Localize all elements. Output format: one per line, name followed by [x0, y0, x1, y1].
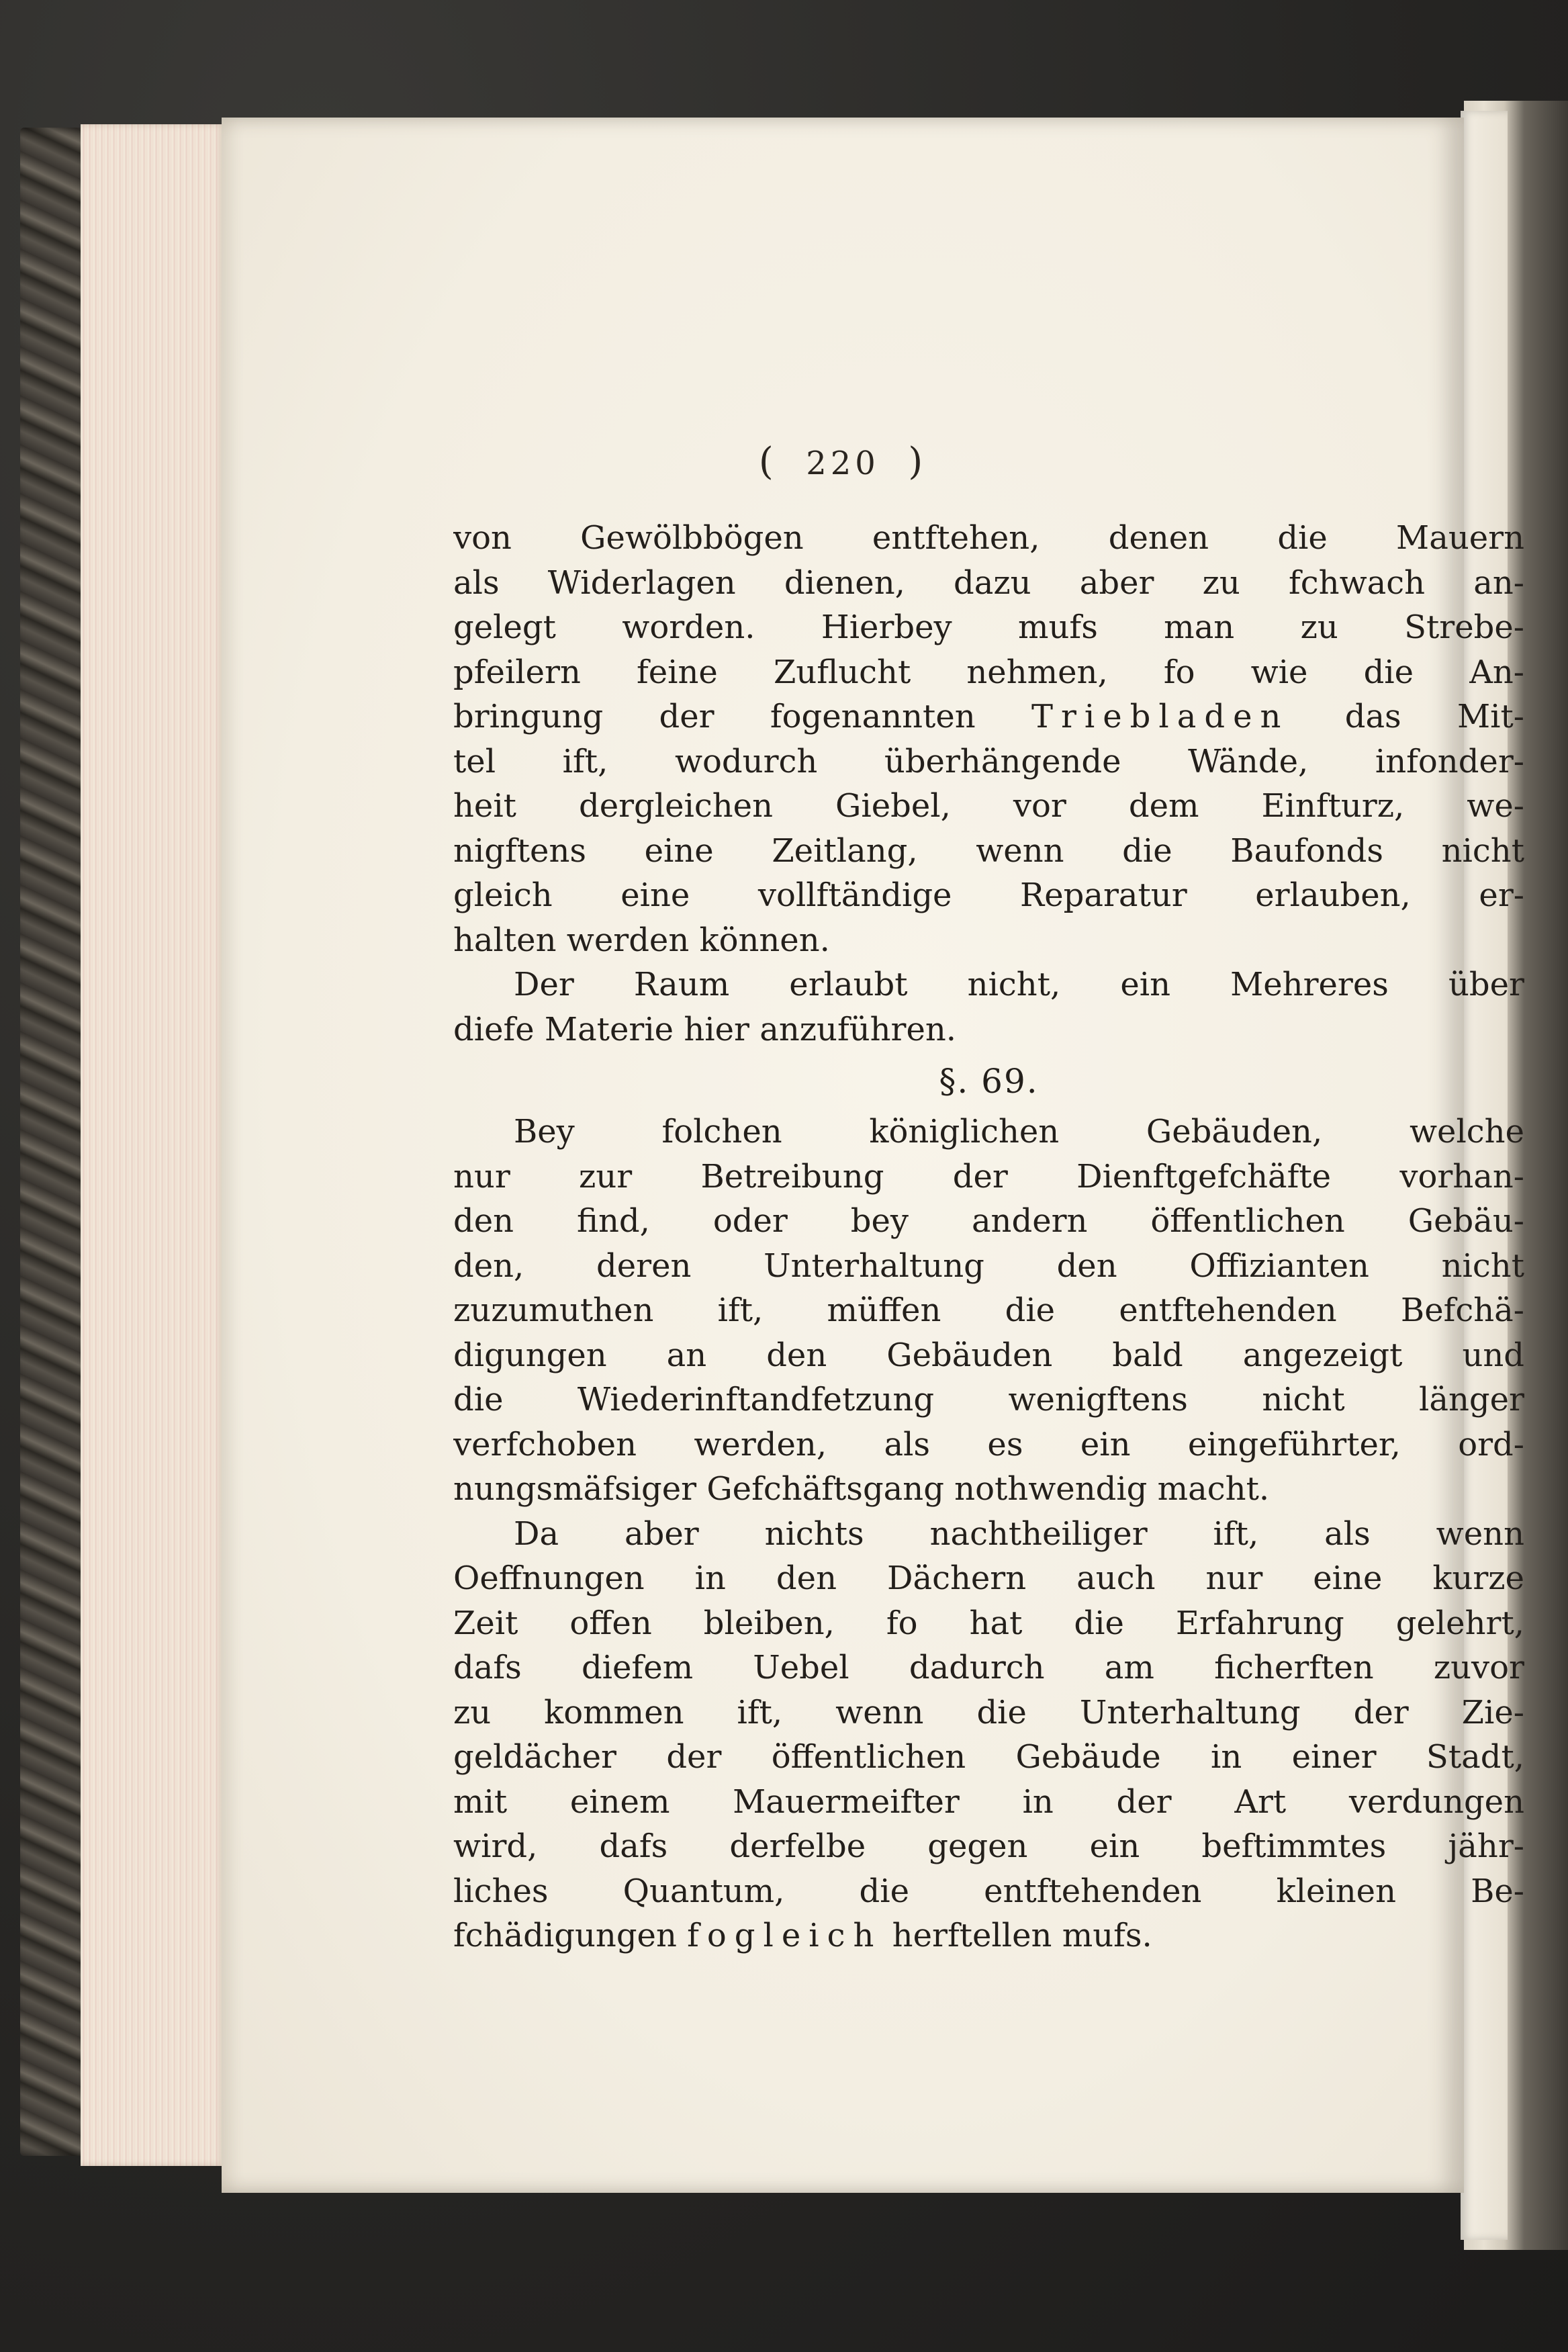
- book-page: [222, 118, 1524, 2193]
- text-line: tel ift, wodurch überhängende Wände, infonder-: [453, 742, 1524, 780]
- text-line: zuzumuthen ift, müffen die entftehenden Befchä-: [453, 1292, 1524, 1329]
- text-line: Der Raum erlaubt nicht, ein Mehreres über: [514, 966, 1524, 1003]
- text-line: von Gewölbbögen entftehen, denen die Mauern: [453, 519, 1524, 557]
- text-line: nungsmäfsiger Gefchäftsgang nothwendig macht.: [453, 1470, 1270, 1508]
- page-number-value: 220: [806, 445, 880, 482]
- text-line: bringung der fogenannten Triebladen das Mit-: [453, 698, 1524, 735]
- text-line: verfchoben werden, als es ein eingeführter, ord-: [453, 1425, 1524, 1463]
- text-line: diefe Materie hier anzuführen.: [453, 1010, 957, 1048]
- text-line: Da aber nichts nachtheiliger ift, als wenn: [514, 1514, 1524, 1553]
- text-line: gelegt worden. Hierbey mufs man zu Strebe-: [453, 608, 1524, 646]
- text-line: liches Quantum, die entftehenden kleinen Be-: [453, 1872, 1524, 1910]
- text-line: mit einem Mauermeifter in der Art verdungen: [453, 1782, 1524, 1821]
- spaced-term: Triebladen: [1031, 698, 1289, 735]
- text-line: den, deren Unterhaltung den Offizianten nicht: [453, 1247, 1524, 1285]
- page-edge-stack: [81, 124, 225, 2166]
- text-line: Bey folchen königlichen Gebäuden, welche: [514, 1113, 1524, 1150]
- text-line: heit dergleichen Giebel, vor dem Einfturz, we-: [453, 787, 1524, 825]
- text-line: geldächer der öffentlichen Gebäude in einer Stadt,: [453, 1738, 1524, 1776]
- text-line: Zeit offen bleiben, fo hat die Erfahrung gelehrt,: [453, 1604, 1524, 1642]
- text-line: zu kommen ift, wenn die Unterhaltung der Zie-: [453, 1693, 1524, 1731]
- text-line: dafs diefem Uebel dadurch am ficherften zuvor: [453, 1649, 1524, 1686]
- text-line: pfeilern feine Zuflucht nehmen, fo wie die An-: [453, 653, 1524, 691]
- body-text: [453, 516, 1524, 1958]
- text-line: als Widerlagen dienen, dazu aber zu fchwach an-: [453, 563, 1524, 602]
- section-heading: §. 69.: [939, 1062, 1039, 1101]
- text-line: den find, oder bey andern öffentlichen Gebäu-: [453, 1202, 1524, 1240]
- page-number: ( 220 ): [758, 440, 927, 484]
- text-line: nigftens eine Zeitlang, wenn die Baufonds nicht: [453, 831, 1524, 870]
- text-line: digungen an den Gebäuden bald angezeigt und: [453, 1336, 1524, 1374]
- text-line: wird, dafs derfelbe gegen ein beftimmtes jähr-: [453, 1827, 1524, 1865]
- text-line: die Wiederinftandfetzung wenigftens nicht länger: [453, 1381, 1524, 1418]
- text-line: Oeffnungen in den Dächern auch nur eine kurze: [453, 1559, 1524, 1597]
- text-line: fchädigungen fogleich herftellen mufs.: [453, 1917, 1152, 1954]
- text-line: nur zur Betreibung der Dienftgefchäfte vorhan-: [453, 1157, 1524, 1195]
- text-line: halten werden können.: [453, 921, 830, 959]
- spaced-term: fogleich: [687, 1917, 882, 1954]
- text-line: gleich eine vollftändige Reparatur erlauben, er-: [453, 876, 1524, 914]
